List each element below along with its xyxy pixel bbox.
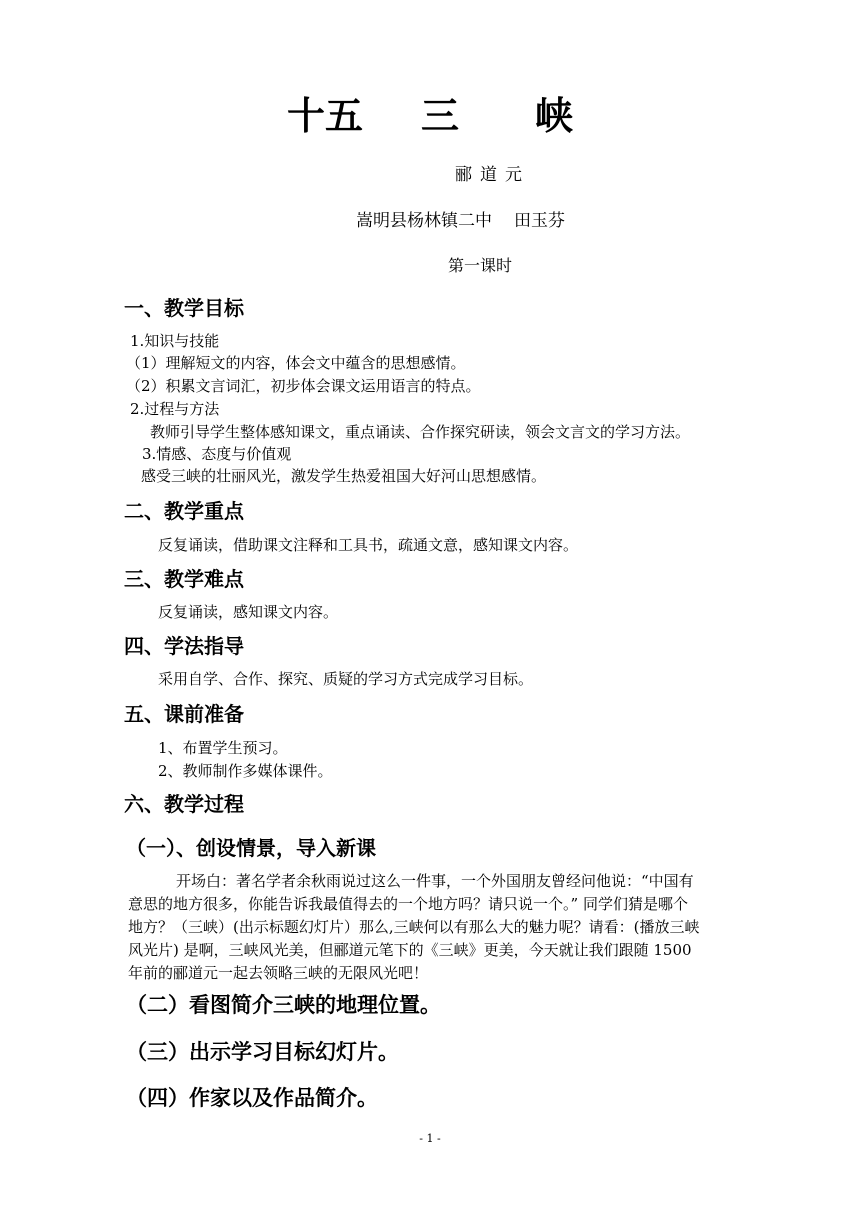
section-heading-objectives: 一、教学目标 [124, 296, 244, 320]
title-char-1: 三 [420, 94, 459, 138]
process-step-heading: （二）看图简介三峡的地理位置。 [126, 993, 441, 1017]
teacher-name: 田玉芬 [514, 211, 565, 231]
title-number: 十五 [286, 94, 363, 138]
process-step-heading: （四）作家以及作品简介。 [126, 1086, 378, 1110]
school-name: 嵩明县杨林镇二中 [356, 211, 492, 231]
objective-line: 1.知识与技能 [130, 332, 220, 350]
paragraph-line: 年前的郦道元一起去领略三峡的无限风光吧！ [128, 964, 429, 982]
objective-line: 3.情感、态度与价值观 [142, 445, 292, 463]
opening-paragraph [128, 870, 778, 985]
section-heading-study-method: 四、学法指导 [124, 634, 244, 658]
paragraph-line: 地方？（三峡）(出示标题幻灯片）那么,三峡何以有那么大的魅力呢？请看：(播放三峡 [128, 918, 700, 936]
process-step-heading: （三）出示学习目标幻灯片。 [126, 1040, 399, 1064]
study-method-text: 采用自学、合作、探究、质疑的学习方式完成学习目标。 [158, 670, 534, 688]
section-heading-key-points: 二、教学重点 [124, 499, 244, 523]
title-char-2: 峡 [535, 94, 574, 138]
process-step-heading: （一）、创设情景，导入新课 [126, 836, 376, 860]
lesson-period: 第一课时 [448, 256, 513, 275]
objective-line: （2）积累文言词汇，初步体会课文运用语言的特点。 [126, 377, 481, 395]
section-heading-process: 六、教学过程 [124, 792, 244, 816]
objective-line: （1）理解短文的内容，体会文中蕴含的思想感情。 [126, 354, 466, 372]
author-name: 郦道元 [455, 165, 530, 185]
paragraph-line: 风光片) 是啊，三峡风光美，但郦道元笔下的《三峡》更美，今天就让我们跟随 1500 [128, 941, 692, 959]
objective-line: 感受三峡的壮丽风光，激发学生热爱祖国大好河山思想感情。 [141, 467, 547, 485]
preparation-item: 1、布置学生预习。 [158, 739, 288, 757]
lesson-title [0, 92, 860, 140]
paragraph-line: 意思的地方很多，你能告诉我最值得去的一个地方吗？请只说一个。” 同学们猜是哪个 [128, 895, 688, 913]
section-heading-difficulties: 三、教学难点 [124, 567, 244, 591]
preparation-item: 2、教师制作多媒体课件。 [158, 762, 333, 780]
difficulties-text: 反复诵读，感知课文内容。 [158, 603, 339, 621]
objective-line: 2.过程与方法 [130, 400, 220, 418]
page-number: - 1 - [419, 1132, 441, 1145]
school-line [356, 206, 565, 231]
section-heading-preparation: 五、课前准备 [124, 702, 244, 726]
objective-line: 教师引导学生整体感知课文，重点诵读、合作探究研读，领会文言文的学习方法。 [150, 423, 691, 441]
key-points-text: 反复诵读，借助课文注释和工具书，疏通文意，感知课文内容。 [158, 536, 579, 554]
paragraph-line: 开场白：著名学者余秋雨说过这么一件事，一个外国朋友曾经问他说：“中国有 [176, 872, 694, 890]
